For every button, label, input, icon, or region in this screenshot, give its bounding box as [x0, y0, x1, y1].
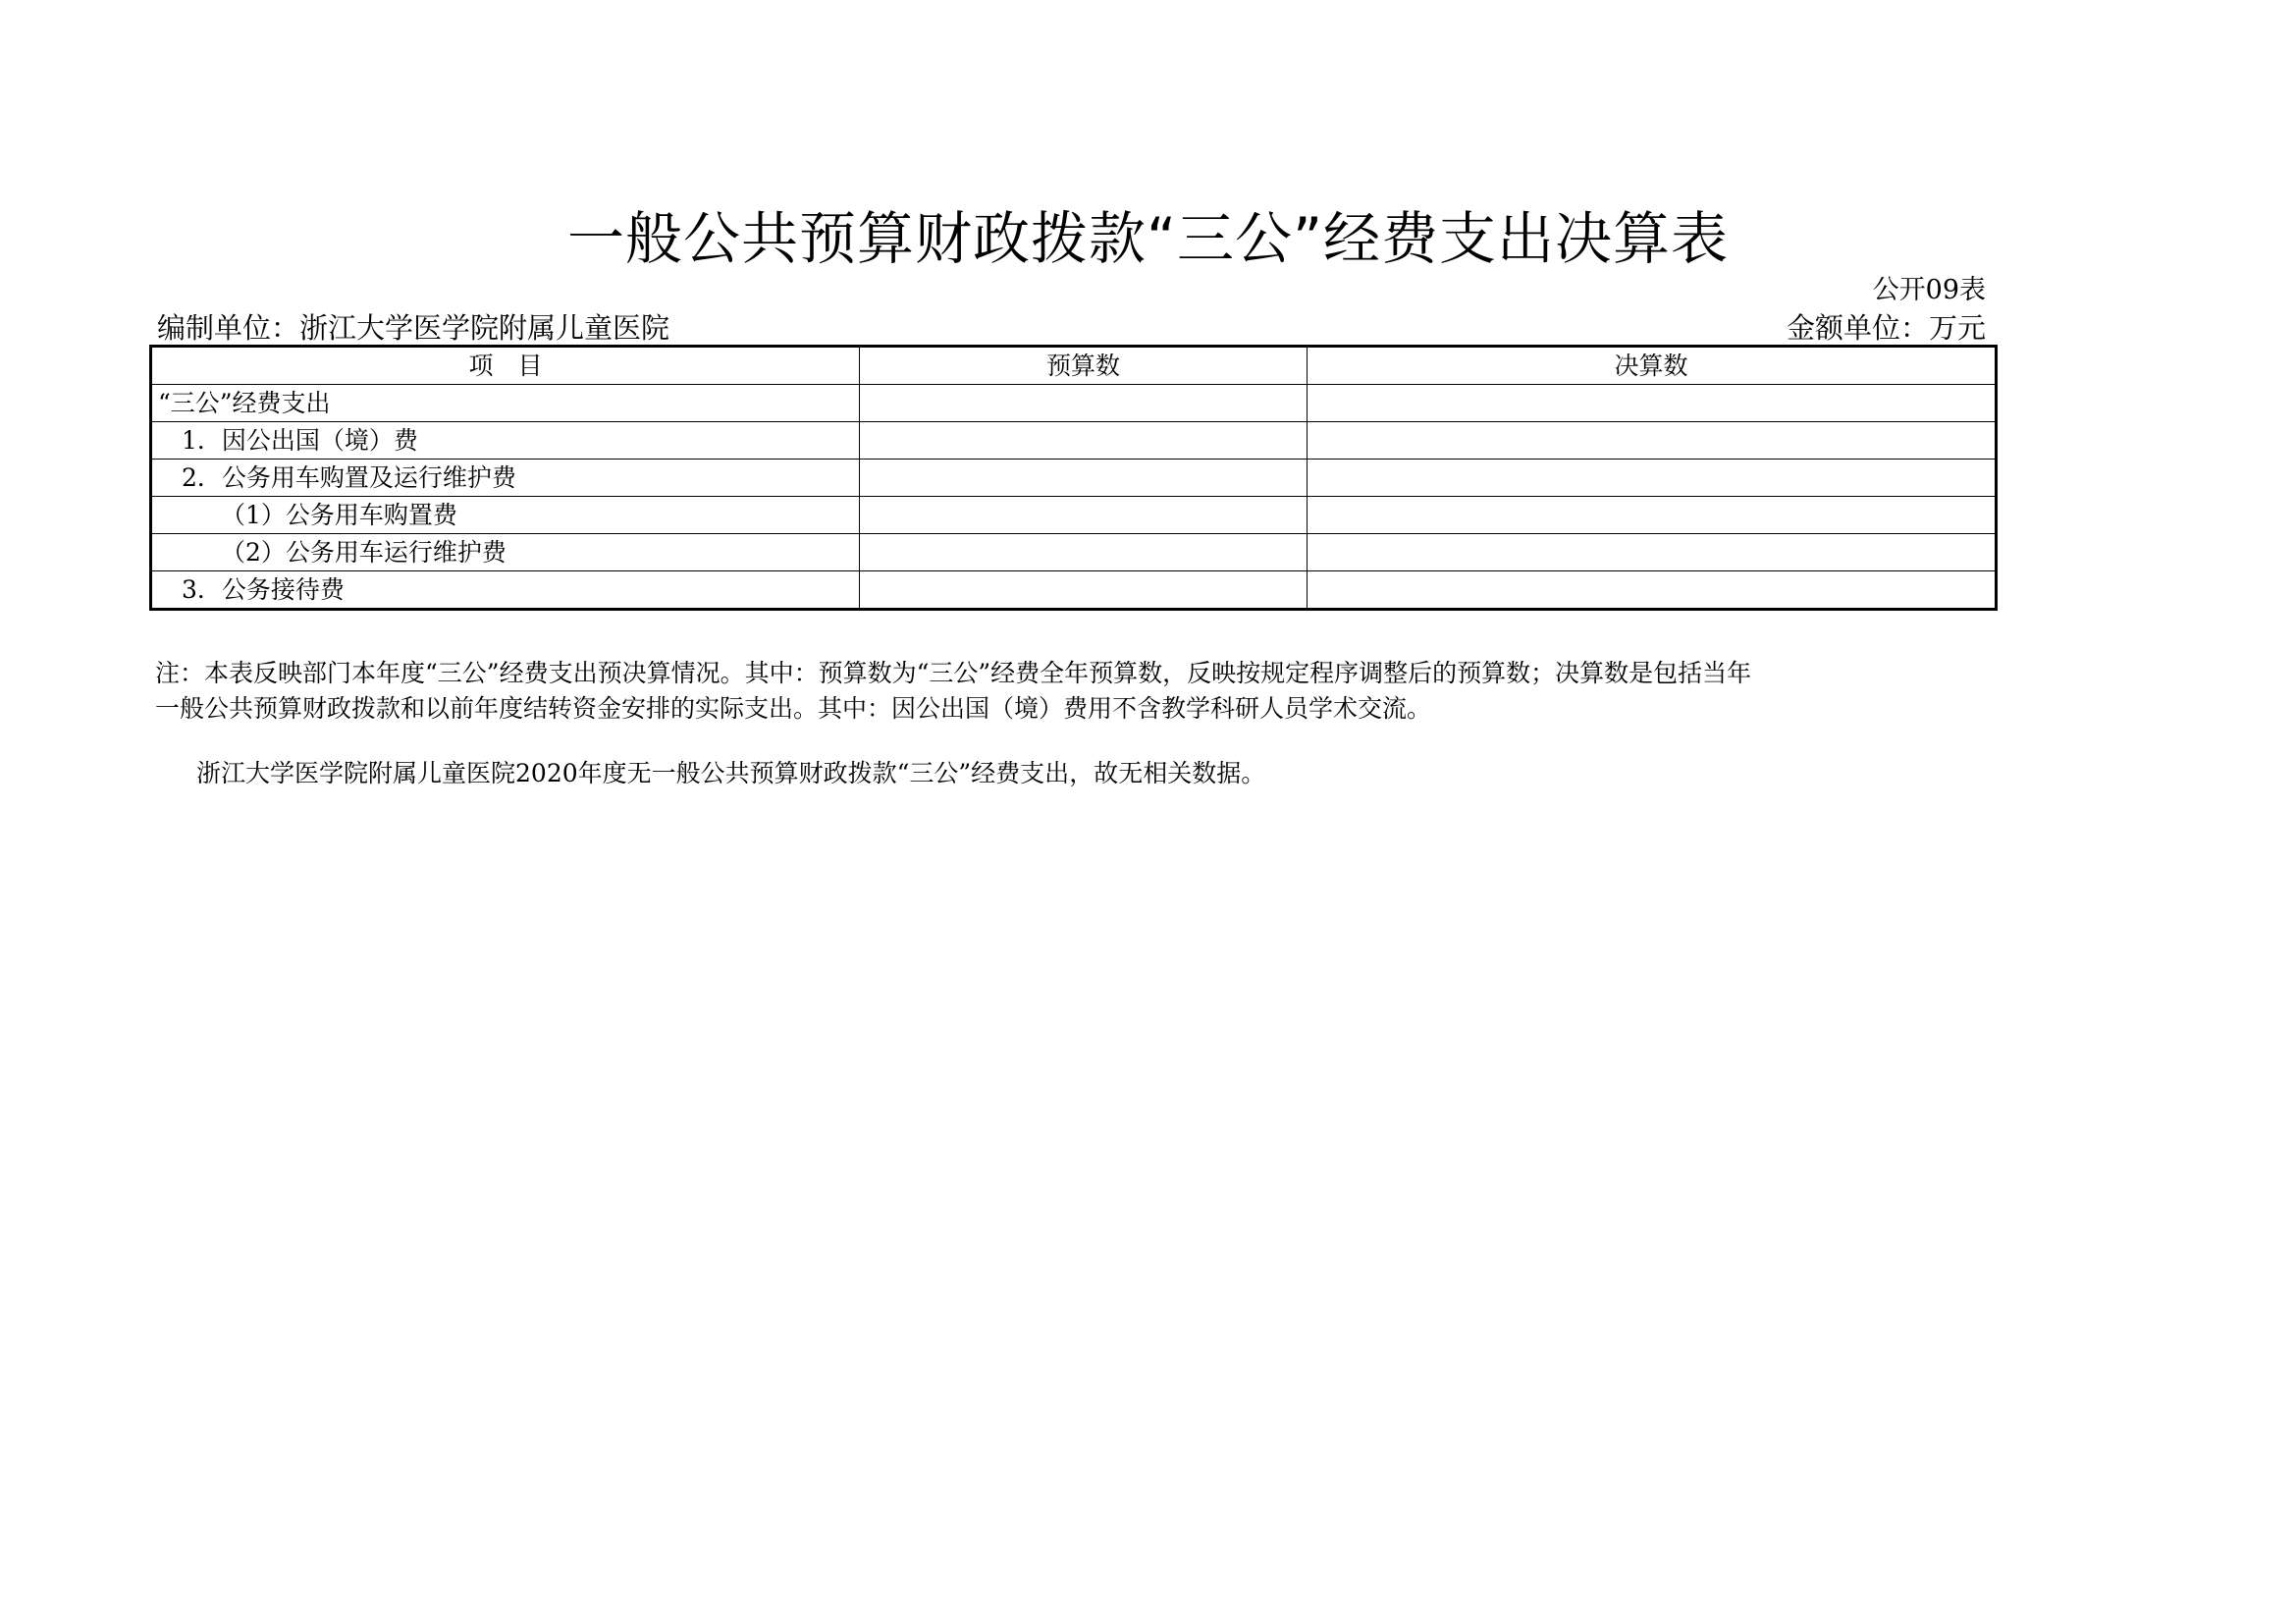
row-final — [1308, 385, 1997, 422]
no-data-statement: 浙江大学医学院附属儿童医院2020年度无一般公共预算财政拨款“三公”经费支出，故无相关数据。 — [196, 759, 1266, 787]
row-item: 2．公务用车购置及运行维护费 — [151, 460, 860, 497]
table-row — [151, 497, 1997, 534]
header-item: 项 目 — [151, 347, 860, 385]
page-title: 一般公共预算财政拨款“三公”经费支出决算表 — [566, 205, 1730, 272]
amount-unit: 金额单位：万元 — [1786, 311, 1986, 345]
note-line-2: 一般公共预算财政拨款和以前年度结转资金安排的实际支出。其中：因公出国（境）费用不含教学科研人员学术交流。 — [155, 694, 1432, 723]
row-item: 3．公务接待费 — [151, 571, 860, 610]
form-code: 公开09表 — [1872, 275, 1986, 305]
note-line-1: 注：本表反映部门本年度“三公”经费支出预决算情况。其中：预算数为“三公”经费全年预算数，反映按规定程序调整后的预算数；决算数是包括当年 — [155, 659, 1752, 687]
table-row — [151, 460, 1997, 497]
table-row — [151, 385, 1997, 422]
row-budget — [860, 422, 1308, 460]
row-budget — [860, 385, 1308, 422]
header-budget: 预算数 — [860, 347, 1308, 385]
row-item: “三公”经费支出 — [151, 385, 860, 422]
expenditure-table — [149, 345, 1998, 611]
row-budget — [860, 534, 1308, 571]
row-item: （2）公务用车运行维护费 — [151, 534, 860, 571]
table-row — [151, 571, 1997, 610]
header-final: 决算数 — [1308, 347, 1997, 385]
row-item: （1）公务用车购置费 — [151, 497, 860, 534]
row-budget — [860, 460, 1308, 497]
row-final — [1308, 422, 1997, 460]
table-row — [151, 534, 1997, 571]
row-final — [1308, 460, 1997, 497]
table-row — [151, 422, 1997, 460]
row-final — [1308, 497, 1997, 534]
row-budget — [860, 571, 1308, 610]
row-final — [1308, 571, 1997, 610]
table-note — [155, 656, 2001, 727]
row-final — [1308, 534, 1997, 571]
table-header-row — [151, 347, 1997, 385]
row-item: 1．因公出国（境）费 — [151, 422, 860, 460]
compiling-unit: 编制单位：浙江大学医学院附属儿童医院 — [157, 311, 670, 345]
row-budget — [860, 497, 1308, 534]
